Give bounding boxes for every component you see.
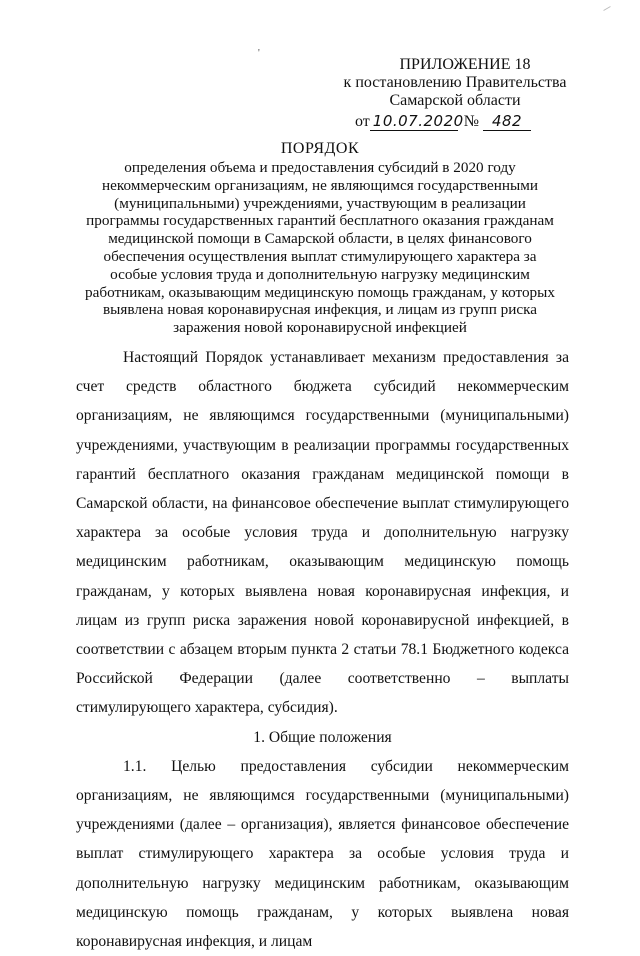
document-subtitle: определения объема и предоставления субсидий в 2020 году некоммерческим организациям, не являющимся государственными (муниципальными) учреждениями, участвующим в реализации программы государственных гарантий бесплатного оказания гражданам медицинской помощи в Самарской области, в целях финансового обеспечения осуществления выплат стимулирующего характера за особые условия труда и дополнительную нагрузку медицинским работникам, оказывающим медицинскую помощь гражданам, у которых выявлена новая коронавирусная инфекция, и лицам из групп риска заражения новой коронавирусной инфекцией xyxy=(85,159,555,337)
scan-artifact xyxy=(603,6,610,11)
intro-paragraph: Настоящий Порядок устанавливает механизм предоставления за счет средств областного бюджета субсидий некоммерческим организациям, не являющимся государственными (муниципальными) учреждениями, участвующим в реализации программы государственных гарантий бесплатного оказания гражданам медицинской помощи в Самарской области, на финансовое обеспечение выплат стимулирующего характера за особые условия труда и дополнительную нагрузку медицинским работникам, оказывающим медицинскую помощь гражданам, у которых выявлена новая коронавирусная инфекция, и лицам из групп риска заражения новой коронавирусной инфекцией, в соответствии с абзацем вторым пункта 2 статьи 78.1 Бюджетного кодекса Российской Федерации (далее соответственно – выплаты стимулирующего характера, субсидия). xyxy=(76,349,569,717)
attachment-line-2: Самарской области xyxy=(389,92,521,109)
handwritten-date: 10.07.2020 xyxy=(370,112,458,131)
date-prefix: от xyxy=(355,113,370,130)
attachment-header xyxy=(330,56,580,131)
attachment-title: ПРИЛОЖЕНИЕ 18 xyxy=(399,56,531,73)
section-paragraph: 1.1. Целью предоставления субсидии некоммерческим организациям, не являющимся государственными (муниципальными) учреждениями (далее – организация), является финансовое обеспечение выплат стимулирующего характера за особые условия труда и дополнительную нагрузку медицинским работникам, оказывающим медицинскую помощь гражданам, у которых выявлена новая коронавирусная инфекция, и лицам xyxy=(76,757,569,951)
document-body xyxy=(76,343,569,956)
section-heading: 1. Общие положения xyxy=(253,728,392,746)
number-prefix: № xyxy=(463,113,480,130)
attachment-date-line xyxy=(330,112,580,131)
attachment-line-1: к постановлению Правительства xyxy=(343,74,567,91)
stray-mark: ' xyxy=(258,48,260,59)
document-title: ПОРЯДОК xyxy=(280,140,360,157)
handwritten-number: 482 xyxy=(483,112,531,131)
